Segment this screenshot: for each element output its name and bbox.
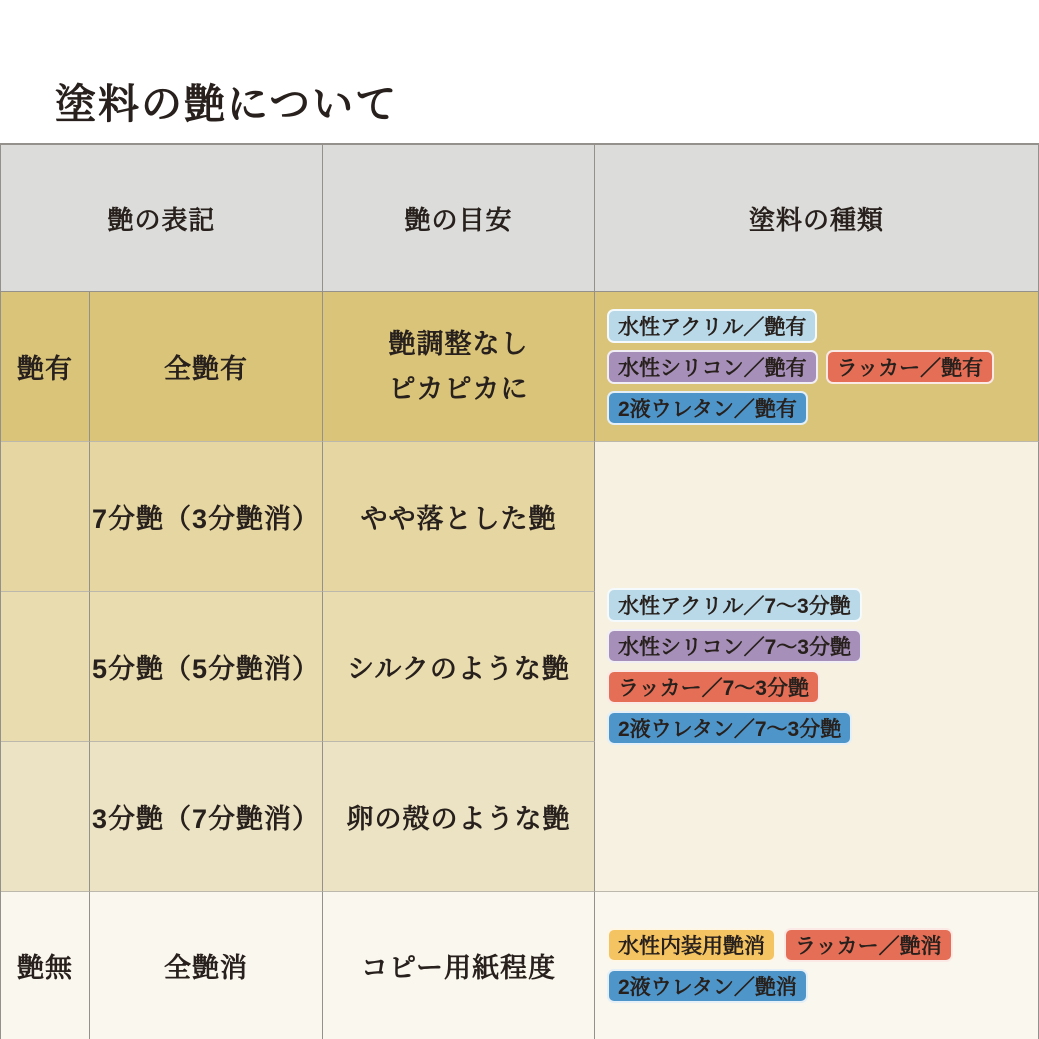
paint-badge-blue: 2液ウレタン／艶消 bbox=[607, 969, 808, 1003]
row-glossy-guide bbox=[323, 292, 595, 442]
guide-line-1: 艶調整なし bbox=[388, 328, 529, 359]
paint-badge-purple: 水性シリコン／7〜3分艶 bbox=[607, 629, 862, 663]
paint-badge-aqua: 水性アクリル／艶有 bbox=[607, 309, 817, 343]
row-semi5-guide: シルクのような艶 bbox=[323, 592, 595, 742]
header-gloss-guide: 艶の目安 bbox=[323, 145, 595, 292]
row-matte-label: 艶無 bbox=[1, 892, 90, 1039]
semi-gloss-paints bbox=[595, 442, 1039, 892]
paint-badge-aqua: 水性アクリル／7〜3分艶 bbox=[607, 588, 862, 622]
paint-badge-red: ラッカー／7〜3分艶 bbox=[607, 670, 820, 704]
row-semi5-spacer bbox=[1, 592, 90, 742]
row-semi5-notation: 5分艶（5分艶消） bbox=[90, 592, 323, 742]
paint-badge-yellow: 水性内装用艶消 bbox=[607, 928, 776, 962]
gloss-table bbox=[0, 143, 1039, 1039]
row-semi3-notation: 3分艶（7分艶消） bbox=[90, 742, 323, 892]
row-semi3-spacer bbox=[1, 742, 90, 892]
paint-badge-red: ラッカー／艶消 bbox=[784, 928, 953, 962]
paint-badge-blue: 2液ウレタン／艶有 bbox=[607, 391, 808, 425]
guide-line-2: ピカピカに bbox=[388, 373, 529, 404]
paint-badge-red: ラッカー／艶有 bbox=[826, 350, 995, 384]
page-title: 塗料の艶について bbox=[55, 81, 399, 128]
row-semi7-notation: 7分艶（3分艶消） bbox=[90, 442, 323, 592]
row-semi3-guide: 卵の殻のような艶 bbox=[323, 742, 595, 892]
paint-badge-purple: 水性シリコン／艶有 bbox=[607, 350, 818, 384]
row-glossy-label: 艶有 bbox=[1, 292, 90, 442]
row-matte-guide: コピー用紙程度 bbox=[323, 892, 595, 1039]
paint-badge-blue: 2液ウレタン／7〜3分艶 bbox=[607, 711, 852, 745]
header-paint-types: 塗料の種類 bbox=[595, 145, 1039, 292]
row-semi7-spacer bbox=[1, 442, 90, 592]
header-gloss-notation: 艶の表記 bbox=[1, 145, 323, 292]
row-matte-paints bbox=[595, 892, 1039, 1039]
row-semi7-guide: やや落とした艶 bbox=[323, 442, 595, 592]
row-glossy-notation: 全艶有 bbox=[90, 292, 323, 442]
row-glossy-paints bbox=[595, 292, 1039, 442]
row-matte-notation: 全艶消 bbox=[90, 892, 323, 1039]
